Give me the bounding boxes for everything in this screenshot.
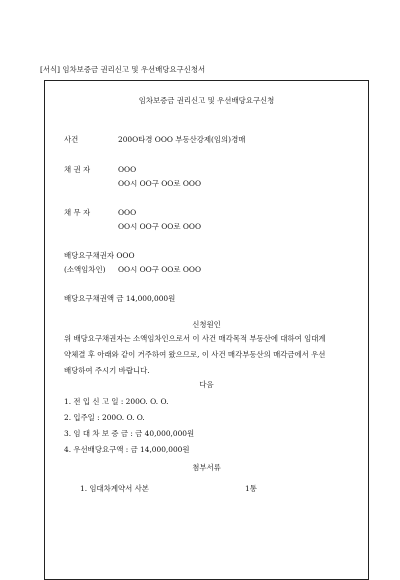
document-title: 임차보증금 권리신고 및 우선배당요구신청 (138, 96, 275, 105)
reason-heading: 신청원인 (192, 320, 221, 329)
attachment-label: 1. 임대차계약서 사본 (80, 484, 149, 493)
creditor-name: OOO (118, 165, 137, 174)
claimant-address: OO시 OO구 OO로 OOO (118, 265, 201, 274)
reason-line: 배당하여 주시기 바랍니다. (64, 366, 150, 375)
claimant-label: 배당요구채권자 OOO (64, 251, 135, 260)
claimant-sublabel: (소액임차인) (64, 265, 106, 274)
detail-item: 1. 전 입 신 고 일 : 200O. O. O. (64, 397, 169, 406)
attachment-count: 1통 (245, 484, 257, 493)
debtor-label: 채 무 자 (64, 208, 91, 217)
creditor-label: 채 권 자 (64, 165, 91, 174)
attachments-heading: 첨부서류 (192, 463, 221, 472)
detail-item: 2. 입주일 : 200O. O. O. (64, 413, 145, 422)
document-frame (44, 80, 369, 580)
detail-item: 3. 임 대 차 보 증 금 : 금 40,000,000원 (64, 429, 195, 438)
case-value: 200O타경 OOO 부동산강제(임의)경매 (118, 135, 246, 144)
details-heading: 다음 (199, 380, 214, 389)
reason-line: 위 배당요구채권자는 소액임차인으로서 이 사건 매각목적 부동산에 대하여 임대계 (64, 334, 326, 343)
form-header: [서식] 임차보증금 권리신고 및 우선배당요구신청서 (40, 65, 206, 74)
case-label: 사건 (64, 135, 79, 144)
debtor-name: OOO (118, 208, 137, 217)
claim-amount: 배당요구채권액 금 14,000,000원 (64, 294, 176, 303)
debtor-address: OO시 OO구 OO로 OOO (118, 222, 201, 231)
creditor-address: OO시 OO구 OO로 OOO (118, 179, 201, 188)
detail-item: 4. 우선배당요구액 : 금 14,000,000원 (64, 445, 190, 454)
reason-line: 약체결 후 아래와 같이 거주하여 왔으므로, 이 사건 매각부동산의 매각금에서 우선 (64, 350, 326, 359)
